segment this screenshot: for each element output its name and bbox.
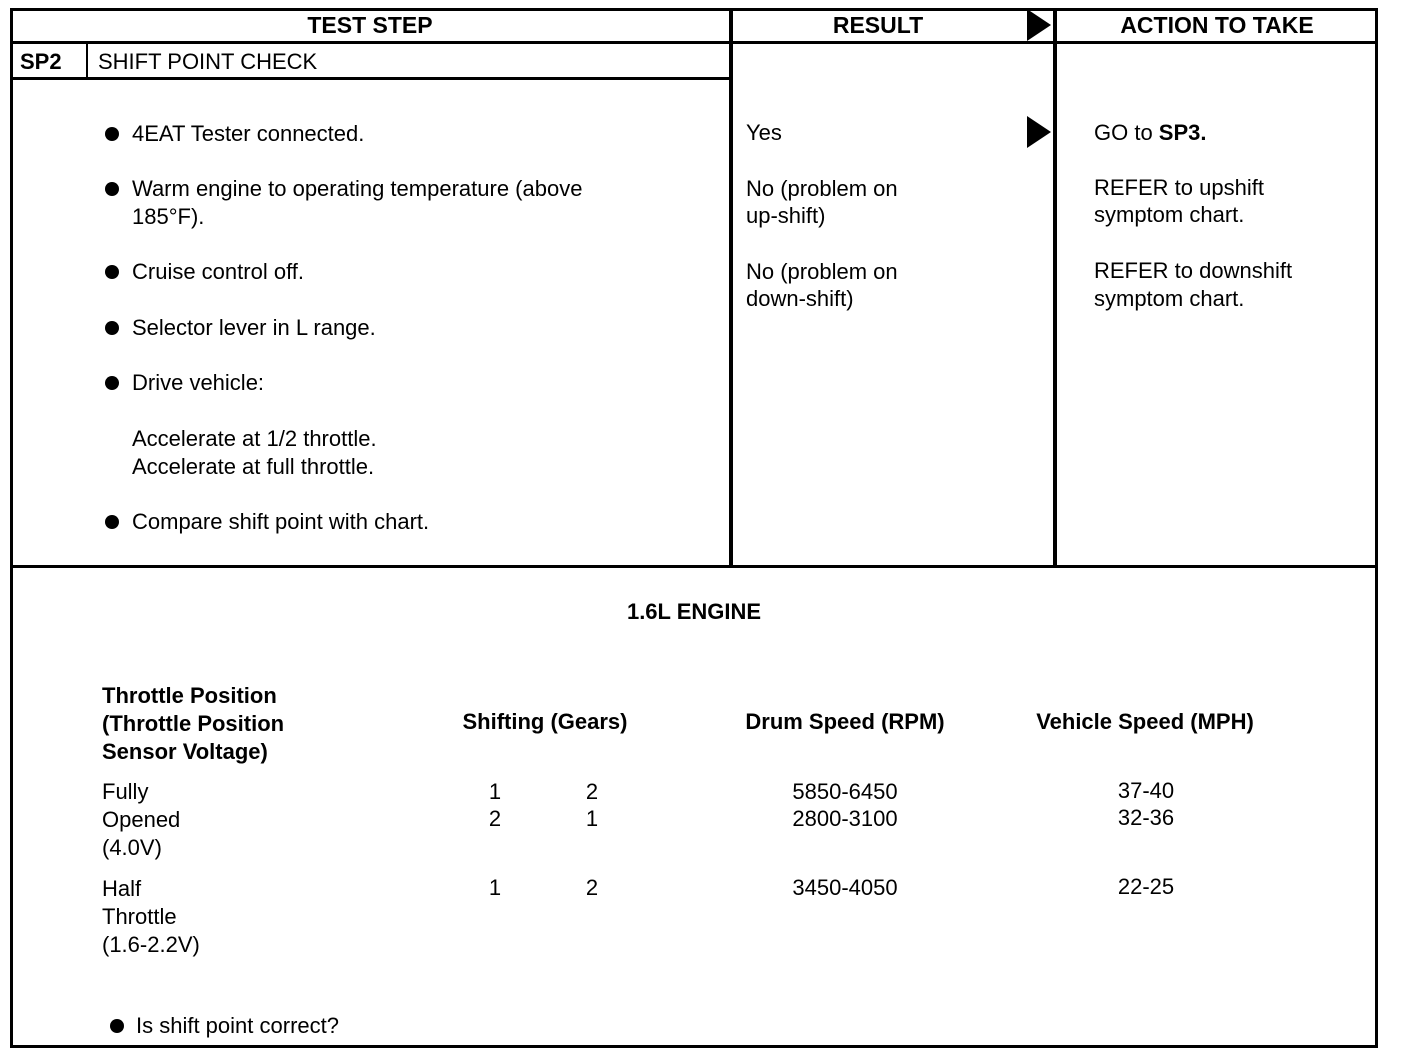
shift-to: 2 <box>585 779 599 804</box>
throttle-cell: Fully <box>102 779 149 804</box>
header-divider <box>10 41 1378 44</box>
bullet-icon <box>105 376 119 390</box>
test-item: Compare shift point with chart. <box>132 509 430 534</box>
col-throttle-header: Sensor Voltage) <box>102 739 268 764</box>
throttle-cell: Half <box>102 876 142 901</box>
step-title-divider <box>10 77 730 80</box>
bullet-icon <box>105 182 119 196</box>
throttle-cell: Opened <box>102 807 181 832</box>
drum-speed: 2800-3100 <box>792 806 898 831</box>
col-throttle-header: (Throttle Position <box>102 711 285 736</box>
action-downshift-cont: symptom chart. <box>1094 286 1245 311</box>
col-drum-header: Drum Speed (RPM) <box>745 709 945 734</box>
result-no-upshift: No (problem on <box>746 176 898 201</box>
throttle-cell: Throttle <box>102 904 177 929</box>
shift-from: 2 <box>488 806 502 831</box>
test-item: Selector lever in L range. <box>132 315 376 340</box>
drum-speed: 3450-4050 <box>792 875 898 900</box>
action-upshift: REFER to upshift <box>1094 175 1264 200</box>
action-downshift: REFER to downshift <box>1094 258 1293 283</box>
test-item: 4EAT Tester connected. <box>132 121 365 146</box>
shift-from: 1 <box>488 779 502 804</box>
chart-title: 1.6L ENGINE <box>626 599 762 624</box>
test-item: Cruise control off. <box>132 259 305 284</box>
step-title: SHIFT POINT CHECK <box>98 49 318 74</box>
col-divider-2 <box>1053 8 1057 567</box>
chart-divider <box>10 565 1378 568</box>
test-subitem: Accelerate at 1/2 throttle. <box>132 426 377 451</box>
drum-speed: 5850-6450 <box>792 779 898 804</box>
step-id-divider <box>86 42 88 79</box>
result-no-downshift-cont: down-shift) <box>746 286 854 311</box>
vehicle-speed: 22-25 <box>1117 874 1175 899</box>
shift-to: 2 <box>585 875 599 900</box>
action-prefix: GO to <box>1094 120 1159 145</box>
test-item-cont: 185°F). <box>132 204 205 229</box>
vehicle-speed: 37-40 <box>1117 778 1175 803</box>
header-action: ACTION TO TAKE <box>1120 12 1314 38</box>
test-item: Drive vehicle: <box>132 370 265 395</box>
result-yes: Yes <box>746 120 782 145</box>
shift-to: 1 <box>585 806 599 831</box>
shift-from: 1 <box>488 875 502 900</box>
col-divider-1 <box>729 8 733 567</box>
col-shifting-header: Shifting (Gears) <box>462 709 628 734</box>
bullet-icon <box>105 127 119 141</box>
bullet-icon <box>105 265 119 279</box>
test-item: Warm engine to operating temperature (above <box>132 176 583 201</box>
header-result: RESULT <box>832 12 924 38</box>
action-target: SP3. <box>1158 120 1207 145</box>
action-upshift-cont: symptom chart. <box>1094 202 1245 227</box>
step-id: SP2 <box>20 49 62 74</box>
shift-point-question: Is shift point correct? <box>136 1013 339 1038</box>
test-subitem: Accelerate at full throttle. <box>132 454 375 479</box>
throttle-cell: (1.6-2.2V) <box>102 932 200 957</box>
bullet-icon <box>105 321 119 335</box>
header-arrow-icon <box>1027 9 1051 41</box>
vehicle-speed: 32-36 <box>1117 805 1175 830</box>
action-go-to-sp3 <box>1094 119 1207 147</box>
col-vehicle-header: Vehicle Speed (MPH) <box>1036 709 1254 734</box>
col-throttle-header: Throttle Position <box>102 683 277 708</box>
throttle-cell: (4.0V) <box>102 835 162 860</box>
result-no-upshift-cont: up-shift) <box>746 203 826 228</box>
result-no-downshift: No (problem on <box>746 259 898 284</box>
header-test-step: TEST STEP <box>307 12 433 38</box>
bullet-icon <box>110 1019 124 1033</box>
bullet-icon <box>105 515 119 529</box>
result-arrow-icon <box>1027 116 1051 148</box>
